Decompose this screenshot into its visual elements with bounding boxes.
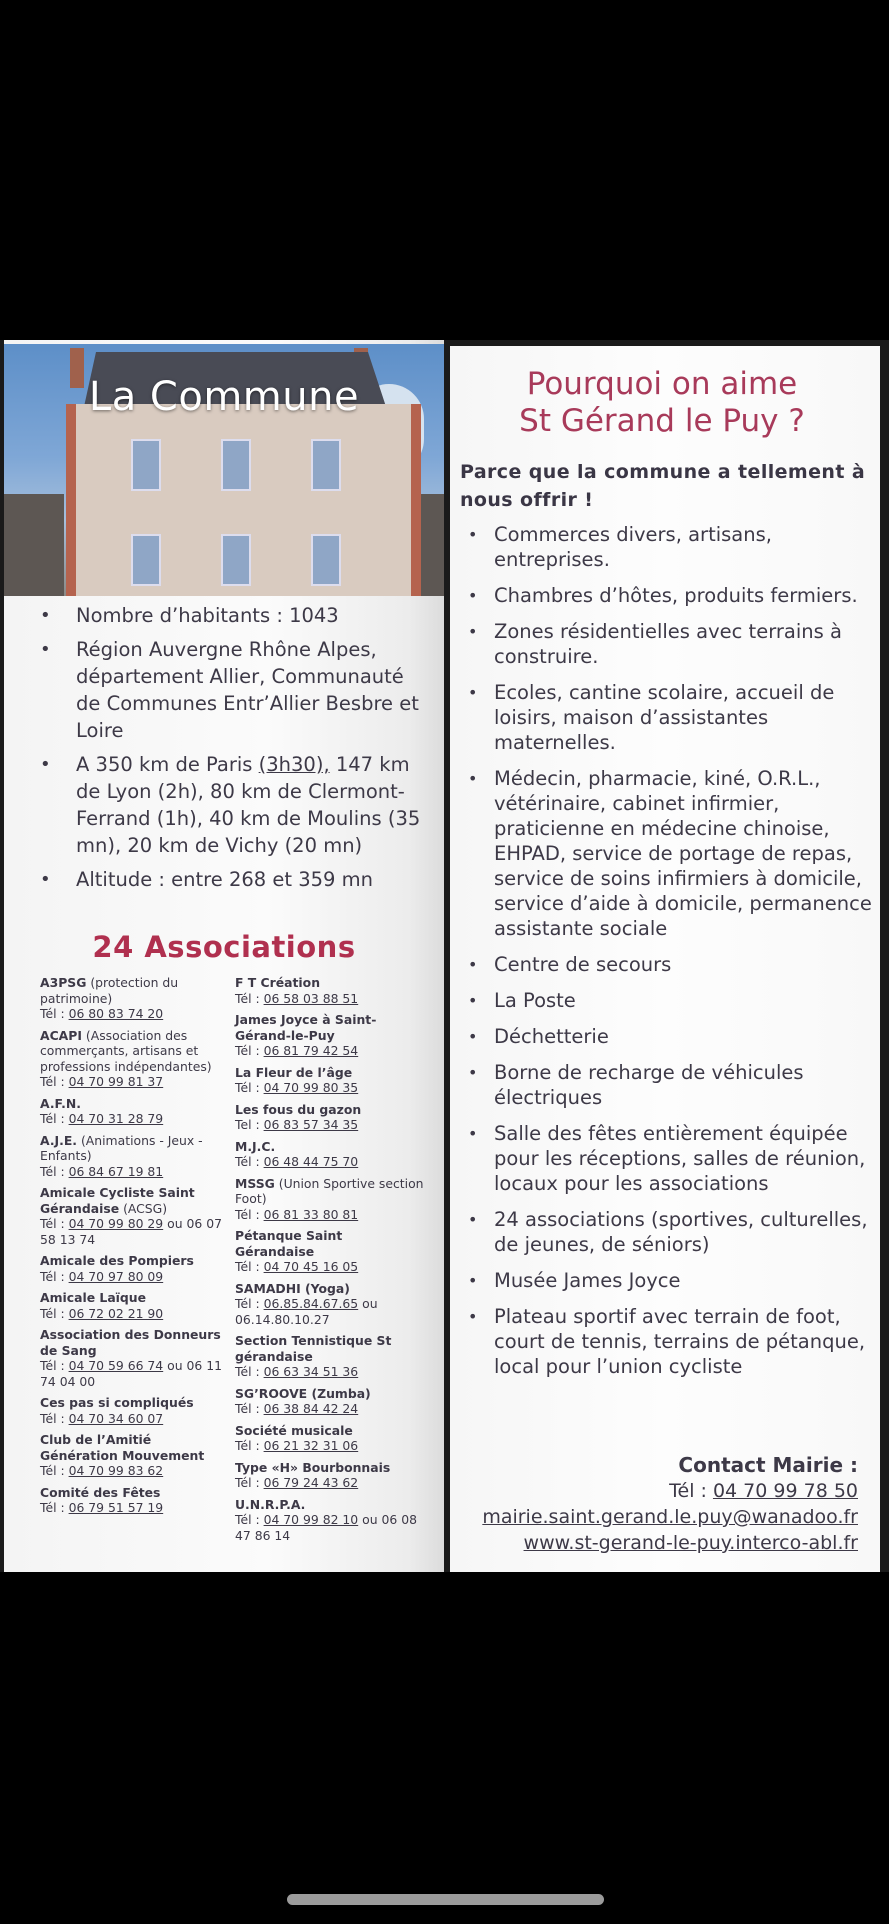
association-entry — [40, 1253, 230, 1284]
association-entry — [235, 1139, 425, 1170]
contact-phone-line: Tél : 04 70 99 78 50 — [669, 1480, 858, 1502]
association-phone[interactable]: 04 70 99 80 29 — [68, 1216, 164, 1231]
perk-item: • La Poste — [464, 988, 874, 1013]
association-entry — [40, 1395, 230, 1426]
association-name: Type «H» Bourbonnais — [235, 1459, 391, 1475]
association-name: La Fleur de l’âge — [235, 1064, 353, 1080]
association-name: M.J.C. — [235, 1138, 276, 1154]
window — [221, 439, 251, 491]
association-name: Ces pas si compliqués — [40, 1395, 194, 1410]
association-phone[interactable]: 04 70 59 66 74 — [68, 1358, 164, 1373]
association-entry — [235, 1497, 425, 1544]
association-entry — [235, 1176, 425, 1223]
association-name: Les fous du gazon — [235, 1101, 362, 1117]
home-indicator[interactable] — [287, 1894, 604, 1905]
association-name: A.J.E. — [40, 1132, 78, 1148]
tel-label: Tél : — [235, 1296, 264, 1311]
tel-label: Tél : — [40, 1074, 69, 1089]
association-name: Société musicale — [235, 1422, 353, 1438]
association-entry — [235, 1386, 425, 1417]
association-entry — [235, 1065, 425, 1096]
association-phone[interactable]: 04 70 97 80 09 — [68, 1268, 164, 1284]
association-entry — [40, 1096, 230, 1127]
tel-label: Tél : — [235, 1206, 264, 1222]
association-entry — [235, 1012, 425, 1059]
association-phone[interactable]: 06 63 34 51 36 — [263, 1364, 359, 1379]
travel-time: (3h30), — [258, 753, 330, 776]
association-entry — [235, 1281, 425, 1328]
tel-label: Tél : — [40, 1268, 69, 1284]
fact-item: • Altitude : entre 268 et 359 mn — [34, 866, 434, 893]
association-name: MSSG — [235, 1175, 275, 1191]
perk-item: • Plateau sportif avec terrain de foot, court de tennis, terrains de pétanque, local pour l’union cycliste — [464, 1304, 874, 1379]
window — [131, 439, 161, 491]
associations-column-2 — [235, 975, 425, 1549]
association-phone[interactable]: 06 83 57 34 35 — [263, 1117, 359, 1132]
tel-label: Tél : — [40, 1163, 69, 1179]
association-alt-phone[interactable]: ou 06 07 58 13 74 — [40, 1216, 222, 1247]
association-phone[interactable]: 06 80 83 74 20 — [68, 1006, 164, 1021]
association-detail: (ACSG) — [119, 1200, 168, 1216]
association-alt-phone[interactable]: ou 06.14.80.10.27 — [235, 1296, 378, 1327]
association-name: Amicale Cycliste Saint Gérandaise — [40, 1185, 195, 1216]
association-phone[interactable]: 04 70 34 60 07 — [68, 1410, 164, 1426]
association-phone[interactable]: 06 72 02 21 90 — [68, 1305, 164, 1321]
town-hall-photo — [4, 344, 444, 596]
tel-label: Tél : — [40, 1358, 69, 1373]
commune-title: La Commune — [88, 374, 360, 420]
association-name: Amicale des Pompiers — [40, 1253, 194, 1268]
association-entry — [235, 1423, 425, 1454]
perk-item: • Ecoles, cantine scolaire, accueil de loisirs, maison d’assistantes maternelles. — [464, 680, 874, 755]
association-entry — [235, 1228, 425, 1275]
contact-phone-link[interactable]: 04 70 99 78 50 — [712, 1480, 858, 1502]
flyer-photo — [0, 340, 889, 1572]
window — [131, 534, 161, 586]
perk-item: • Borne de recharge de véhicules électriques — [464, 1060, 874, 1110]
fact-item: • A 350 km de Paris (3h30), 147 km de Lyon (2h), 80 km de Clermont-Ferrand (1h), 40 km de Moulins (35 mn), 20 km de Vichy (20 mn) — [34, 751, 434, 859]
perk-item: • Musée James Joyce — [464, 1268, 874, 1293]
association-phone[interactable]: 04 70 45 16 05 — [263, 1259, 359, 1274]
perk-item: • Centre de secours — [464, 952, 874, 977]
tel-label: Tel : — [235, 1117, 264, 1132]
association-phone[interactable]: 04 70 99 80 35 — [263, 1080, 359, 1095]
association-name: Pétanque Saint Gérandaise — [235, 1228, 343, 1259]
town-hall-facade — [66, 404, 421, 596]
association-phone[interactable]: 06 48 44 75 70 — [263, 1154, 359, 1169]
perk-item: • Chambres d’hôtes, produits fermiers. — [464, 583, 874, 608]
tel-label: Tél : — [40, 1410, 69, 1426]
tel-label: Tél : — [235, 1043, 264, 1058]
association-entry — [40, 1327, 230, 1389]
association-entry — [40, 1133, 230, 1180]
tel-label: Tél : — [235, 1259, 264, 1274]
tel-label: Tél : — [235, 1080, 264, 1095]
contact-email-link[interactable]: mairie.saint.gerand.le.puy@wanadoo.fr — [482, 1506, 858, 1528]
association-phone[interactable]: 04 70 99 81 37 — [68, 1074, 164, 1089]
association-phone[interactable]: 06 38 84 42 24 — [263, 1401, 359, 1416]
fact-item: • Région Auvergne Rhône Alpes, département Allier, Communauté de Communes Entr’Allier Besbre et Loire — [34, 636, 434, 744]
association-name: Comité des Fêtes — [40, 1484, 161, 1500]
association-name: A.F.N. — [40, 1095, 81, 1111]
tel-label: Tél : — [40, 1111, 69, 1126]
associations-heading: 24 Associations — [92, 930, 356, 964]
tel-label: Tél : — [235, 1438, 264, 1453]
association-name: SAMADHI (Yoga) — [235, 1280, 350, 1296]
association-entry — [235, 1333, 425, 1380]
associations-column-1 — [40, 975, 230, 1522]
tel-label: Tél : — [235, 1364, 264, 1379]
perk-item: • 24 associations (sportives, culturelles, de jeunes, de séniors) — [464, 1207, 874, 1257]
association-entry — [235, 975, 425, 1006]
perk-item: • Médecin, pharmacie, kiné, O.R.L., vétérinaire, cabinet infirmier, praticienne en médecine chinoise, EHPAD, service de portage de repas, service de soins infirmiers à domicile, service d’aide à domicile, permanence assistante sociale — [464, 766, 874, 941]
intro-text: Parce que la commune a tellement à nous offrir ! — [460, 461, 866, 511]
association-phone[interactable]: 04 70 31 28 79 — [68, 1111, 164, 1126]
commune-facts-list — [34, 602, 434, 900]
tel-label: Tél : — [40, 1216, 69, 1231]
tel-label: Tél : — [235, 990, 264, 1006]
association-name: ACAPI — [40, 1027, 82, 1043]
association-entry — [40, 1028, 230, 1090]
association-name: SG’ROOVE (Zumba) — [235, 1385, 371, 1401]
association-phone[interactable]: 04 70 99 83 62 — [68, 1463, 164, 1478]
fact-item: • Nombre d’habitants : 1043 — [34, 602, 434, 629]
contact-title: Contact Mairie : — [678, 1453, 858, 1477]
association-entry — [40, 975, 230, 1022]
association-phone[interactable]: 06.85.84.67.65 — [263, 1296, 359, 1311]
tel-label: Tél : — [40, 1305, 69, 1321]
association-name: A3PSG — [40, 975, 87, 990]
perk-item: • Déchetterie — [464, 1024, 874, 1049]
association-name: Club de l’Amitié Génération Mouvement — [40, 1432, 205, 1463]
association-alt-phone[interactable]: ou 06 08 47 86 14 — [235, 1512, 417, 1543]
neighbor-building — [4, 494, 64, 596]
tel-label: Tél : — [40, 1463, 69, 1478]
right-panel — [450, 346, 880, 1572]
window — [311, 439, 341, 491]
association-entry — [235, 1460, 425, 1491]
association-entry — [40, 1185, 230, 1247]
tel-label: Tél : — [235, 1154, 264, 1169]
association-phone[interactable]: 06 79 51 57 19 — [68, 1500, 164, 1515]
association-name: Association des Donneurs de Sang — [40, 1327, 221, 1358]
association-phone[interactable]: 04 70 99 82 10 — [263, 1512, 359, 1527]
association-phone[interactable]: 06 21 32 31 06 — [263, 1438, 359, 1453]
association-entry — [40, 1432, 230, 1479]
tel-label: Tél : — [40, 1500, 69, 1515]
window — [311, 534, 341, 586]
tel-label: Tél : — [235, 1475, 264, 1490]
tel-label: Tél : — [40, 1006, 69, 1021]
contact-website-link[interactable]: www.st-gerand-le-puy.interco-abl.fr — [523, 1532, 858, 1554]
contact-block — [482, 1452, 858, 1556]
association-name: James Joyce à Saint-Gérand-le-Puy — [235, 1012, 377, 1043]
association-detail: (protection du patrimoine) — [40, 975, 179, 1006]
association-name: Section Tennistique St gérandaise — [235, 1333, 392, 1364]
why-heading: Pourquoi on aime St Gérand le Puy ? — [519, 366, 805, 439]
perk-item: • Zones résidentielles avec terrains à construire. — [464, 619, 874, 669]
association-name: F T Création — [235, 975, 321, 990]
association-detail: (Union Sportive section Foot) — [235, 1175, 424, 1206]
association-phone[interactable]: 06 79 24 43 62 — [263, 1475, 359, 1490]
association-detail: (Association des commerçants, artisans et professions indépendantes) — [40, 1027, 212, 1074]
perks-list — [464, 522, 874, 1390]
tel-label: Tél : — [235, 1401, 264, 1416]
association-phone[interactable]: 06 84 67 19 81 — [68, 1163, 164, 1179]
door — [221, 534, 251, 586]
association-detail: (Animations - Jeux - Enfants) — [40, 1132, 203, 1163]
association-name: U.N.R.P.A. — [235, 1496, 306, 1512]
left-panel — [4, 340, 444, 1572]
perk-item: • Commerces divers, artisans, entreprises. — [464, 522, 874, 572]
association-entry — [235, 1102, 425, 1133]
association-entry — [40, 1290, 230, 1321]
association-entry — [40, 1485, 230, 1516]
tel-label: Tél : — [235, 1512, 264, 1527]
association-phone[interactable]: 06 58 03 88 51 — [263, 990, 359, 1006]
association-name: Amicale Laïque — [40, 1290, 147, 1305]
association-phone[interactable]: 06 81 79 42 54 — [263, 1043, 359, 1058]
perk-item: • Salle des fêtes entièrement équipée pour les réceptions, salles de réunion, locaux pour les associations — [464, 1121, 874, 1196]
association-alt-phone[interactable]: ou 06 11 74 04 00 — [40, 1358, 222, 1389]
association-phone[interactable]: 06 81 33 80 81 — [263, 1206, 359, 1222]
